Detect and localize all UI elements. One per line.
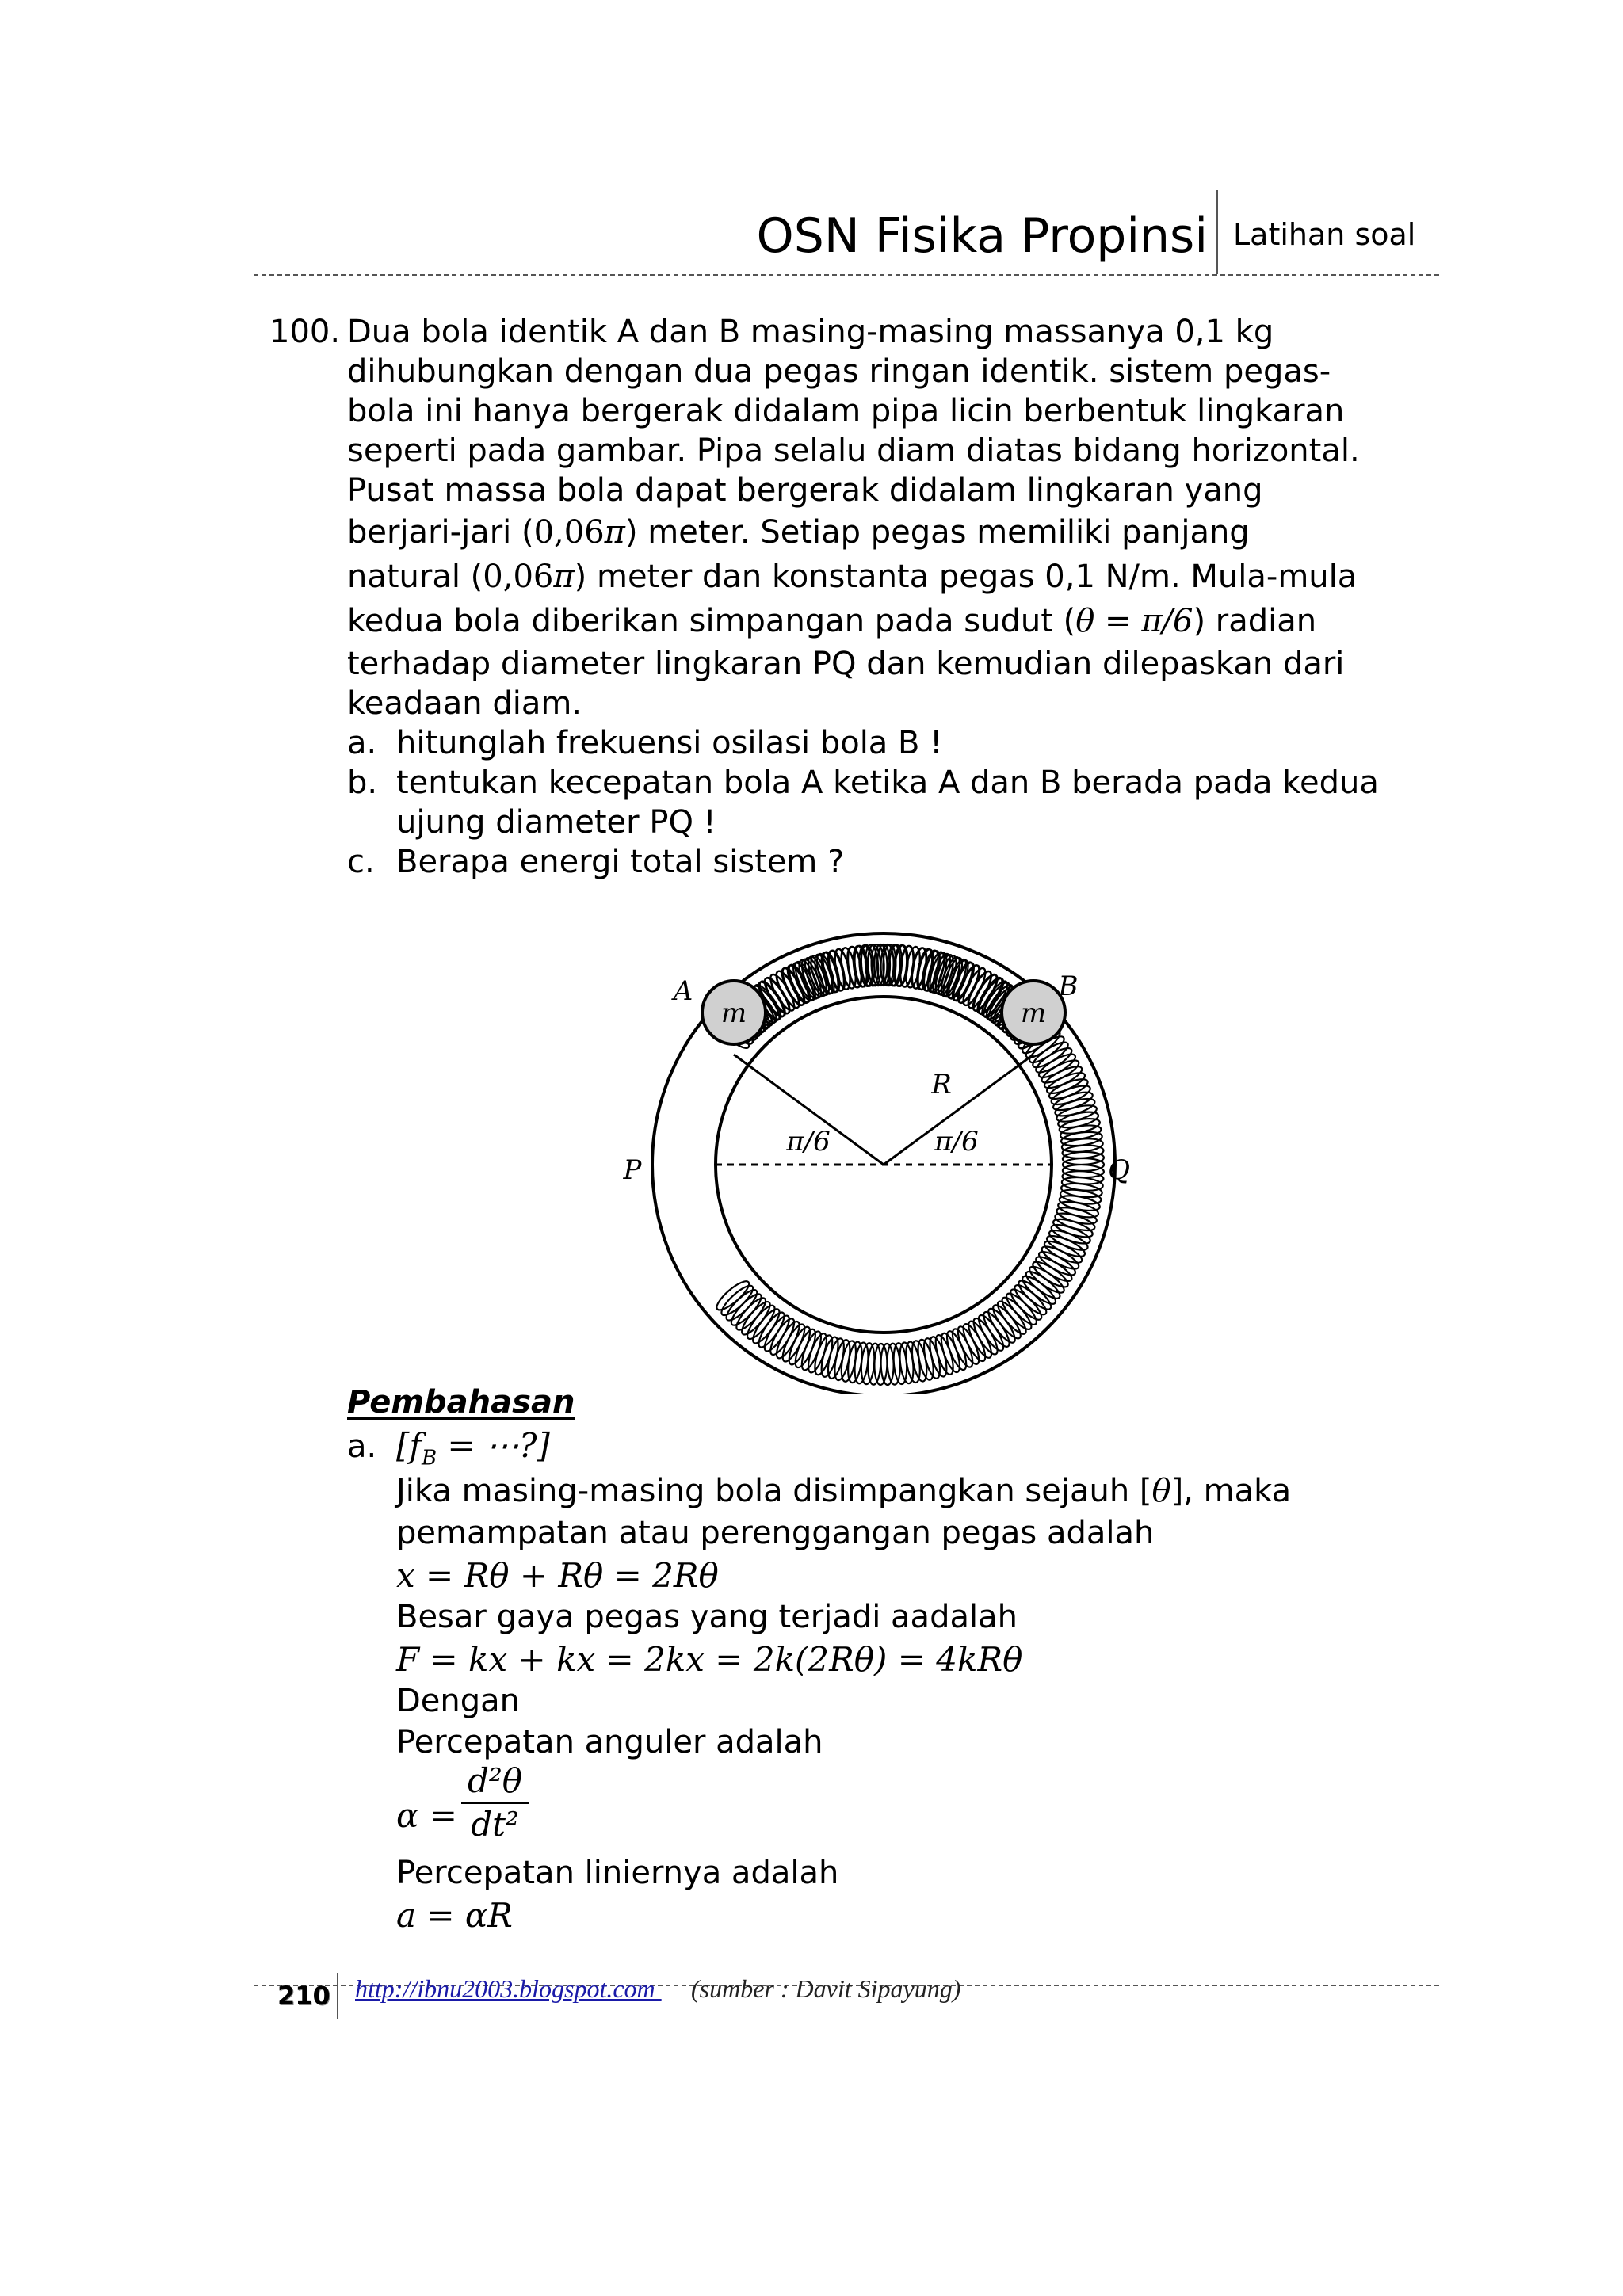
option-letter: c. — [347, 844, 375, 880]
part-a-question: [$f_B$ = ⋯?] — [396, 1426, 550, 1470]
solution-text: Percepatan anguler adalah — [396, 1724, 823, 1760]
solution-text: Besar gaya pegas yang terjadi aadalah — [396, 1599, 1018, 1635]
problem-line: terhadap diameter lingkaran PQ dan kemudian dilepaskan dari — [347, 646, 1345, 682]
ball-b-mass-label: m — [1020, 997, 1047, 1029]
problem-line: seperti pada gambar. Pipa selalu diam diatas bidang horizontal. — [347, 433, 1360, 469]
label-b: B — [1058, 971, 1079, 1002]
option-text: hitunglah frekuensi osilasi bola B ! — [396, 725, 943, 761]
solution-text: Jika masing-masing bola disimpangkan sejauh [θ], maka — [396, 1473, 1292, 1509]
label-a: A — [673, 975, 693, 1007]
page-header-subtitle: Latihan soal — [1233, 217, 1416, 252]
problem-line: Dua bola identik A dan B masing-masing massanya 0,1 kg — [347, 314, 1274, 350]
problem-number: 100. — [269, 314, 341, 350]
solution-text: Percepatan liniernya adalah — [396, 1855, 839, 1891]
angular-acceleration-fraction — [461, 1760, 529, 1845]
solution-heading: Pembahasan — [347, 1384, 575, 1421]
fraction-numerator: d²θ — [468, 1761, 523, 1800]
equation-linear-acc: a = αR — [396, 1896, 513, 1935]
solution-text: pemampatan atau perenggangan pegas adalah — [396, 1515, 1155, 1551]
label-p: P — [623, 1154, 642, 1186]
problem-line: dihubungkan dengan dua pegas ringan identik. sistem pegas- — [347, 353, 1331, 390]
option-text: ujung diameter PQ ! — [396, 804, 716, 841]
equation-compression: x = Rθ + Rθ = 2Rθ — [396, 1556, 719, 1595]
option-letter: a. — [347, 725, 377, 761]
page-header-title: OSN Fisika Propinsi — [756, 208, 1208, 264]
solution-text: Dengan — [396, 1683, 521, 1719]
angle-left-label: π/6 — [786, 1126, 831, 1158]
header-separator — [1216, 190, 1218, 274]
problem-line: berjari-jari (0,06π) meter. Setiap pegas memiliki panjang — [347, 514, 1250, 551]
source-credit: (sumber : Davit Sipayung) — [691, 1974, 961, 2003]
problem-line: bola ini hanya bergerak didalam pipa licin berbentuk lingkaran — [347, 393, 1345, 429]
equation-angular-acc-lhs: α = — [396, 1796, 457, 1835]
page-number: 210 — [277, 1981, 330, 2011]
footer-separator — [337, 1973, 338, 2019]
option-text: tentukan kecepatan bola A ketika A dan B berada pada kedua — [396, 765, 1379, 801]
source-link[interactable]: http://ibnu2003.blogspot.com — [355, 1974, 662, 2003]
angle-right-label: π/6 — [934, 1126, 979, 1158]
problem-line: keadaan diam. — [347, 685, 582, 722]
option-text: Berapa energi total sistem ? — [396, 844, 845, 880]
fraction-denominator: dt² — [471, 1805, 519, 1844]
header-divider — [254, 274, 1439, 276]
problem-line: kedua bola diberikan simpangan pada sudut (θ = π/6) radian — [347, 603, 1317, 639]
solution-part-letter: a. — [347, 1428, 377, 1465]
problem-line: Pusat massa bola dapat bergerak didalam lingkaran yang — [347, 472, 1263, 509]
equation-spring-force: F = kx + kx = 2kx = 2k(2Rθ) = 4kRθ — [396, 1640, 1023, 1679]
label-q: Q — [1108, 1154, 1130, 1186]
ring-spring-diagram — [610, 903, 1181, 1394]
ball-a-mass-label: m — [720, 997, 747, 1029]
label-r: R — [931, 1069, 952, 1100]
option-letter: b. — [347, 765, 378, 801]
problem-line: natural (0,06π) meter dan konstanta pegas 0,1 N/m. Mula-mula — [347, 559, 1358, 595]
